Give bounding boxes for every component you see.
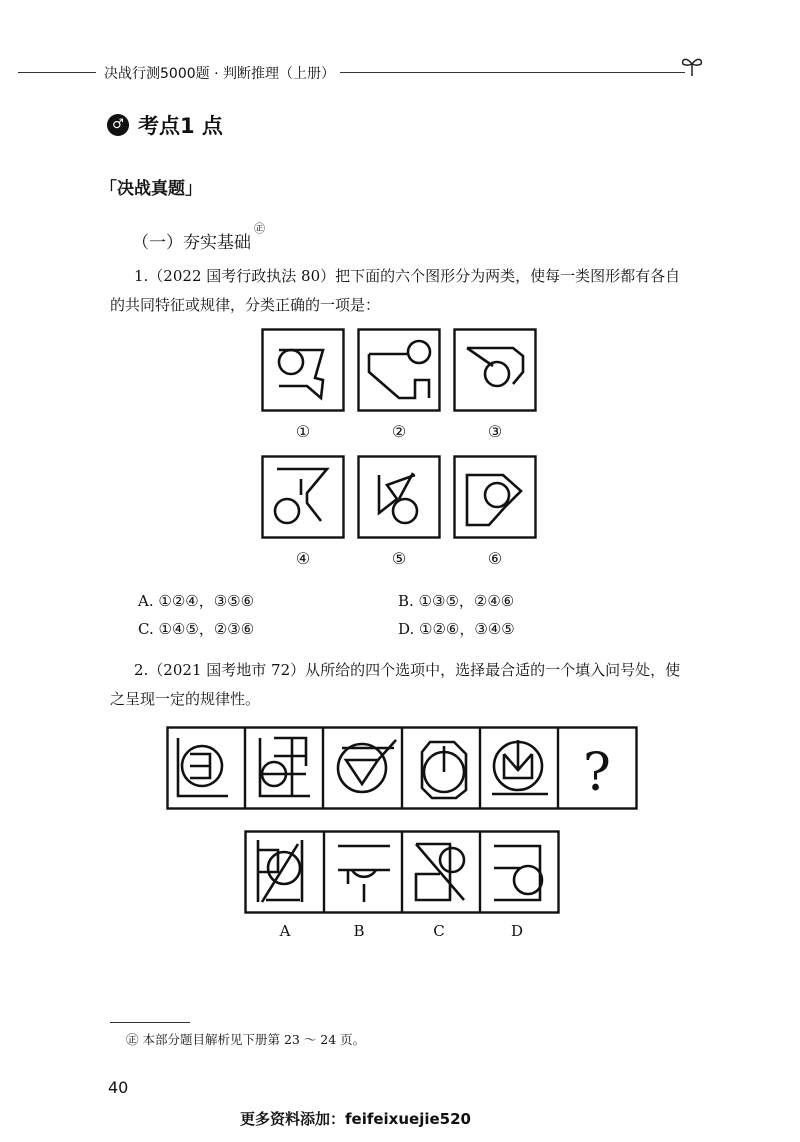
page-number: 40: [108, 1078, 129, 1097]
q1-caption-2: ②: [391, 422, 407, 441]
q2-option-figure-a: [258, 840, 302, 902]
q2-option-label-b[interactable]: B: [353, 922, 365, 940]
q1-caption-6: ⑥: [487, 549, 503, 568]
q1-caption-4: ④: [295, 549, 311, 568]
q2-sequence: [166, 726, 638, 810]
q2-option-figure-c: [416, 844, 464, 900]
sprout-icon: [678, 52, 706, 78]
q1-figure-5: [357, 455, 441, 539]
q2-option-label-a[interactable]: A: [279, 922, 291, 940]
q1-figure-6: [453, 455, 537, 539]
q2-sequence-figure-1: [178, 738, 228, 796]
section-title: 考点1 点: [138, 114, 223, 138]
footnote-rule: [110, 1022, 190, 1023]
subheading: 「决战真题」: [100, 179, 202, 199]
header-rule-left: [18, 72, 96, 73]
q1-figure-3: [453, 328, 537, 412]
q1-option-a[interactable]: A. ①②④，③⑤⑥: [138, 592, 255, 610]
q2-question-mark: ?: [583, 743, 611, 803]
q2-sequence-figure-2: [260, 738, 310, 796]
q1-option-d[interactable]: D. ①②⑥，③④⑤: [398, 620, 515, 638]
q2-sequence-figure-5: [492, 740, 548, 794]
q2-sequence-figure-4: [422, 742, 466, 798]
part-title: （一）夯实基础: [132, 233, 251, 253]
promo-text: 更多资料添加：feifeixuejie520: [240, 1110, 471, 1128]
q1-caption-1: ①: [295, 422, 311, 441]
q1-figure-1: [261, 328, 345, 412]
q1-option-c[interactable]: C. ①④⑤，②③⑥: [138, 620, 255, 638]
q1-figure-4: [261, 455, 345, 539]
q2-option-label-d[interactable]: D: [510, 922, 524, 940]
footnote: ㊣ 本部分题目解析见下册第 23 ～ 24 页。: [126, 1032, 366, 1047]
header-rule-right: [340, 72, 685, 73]
q1-caption-5: ⑤: [391, 549, 407, 568]
running-header: 决战行测5000题 · 判断推理（上册）: [104, 66, 335, 82]
question-2-text: 2.（2021 国考地市 72）从所给的四个选项中，选择最合适的一个填入问号处，使之呈现一定的规律性。: [110, 661, 681, 708]
q2-sequence-figure-3: [338, 740, 396, 792]
q1-option-b[interactable]: B. ①③⑤，②④⑥: [398, 592, 515, 610]
q2-option-label-c[interactable]: C: [433, 922, 445, 940]
q1-figure-2: [357, 328, 441, 412]
question-1-text: 1.（2022 国考行政执法 80）把下面的六个图形分为两类，使每一类图形都有各自的共同特征或规律，分类正确的一项是：: [110, 267, 681, 314]
q2-option-figure-d: [494, 846, 542, 900]
q2-options[interactable]: [244, 830, 560, 914]
q1-caption-3: ③: [487, 422, 503, 441]
part-mark: ㊣: [254, 222, 265, 235]
q2-option-figure-b: [338, 846, 390, 902]
section-icon: ♂: [107, 114, 129, 136]
